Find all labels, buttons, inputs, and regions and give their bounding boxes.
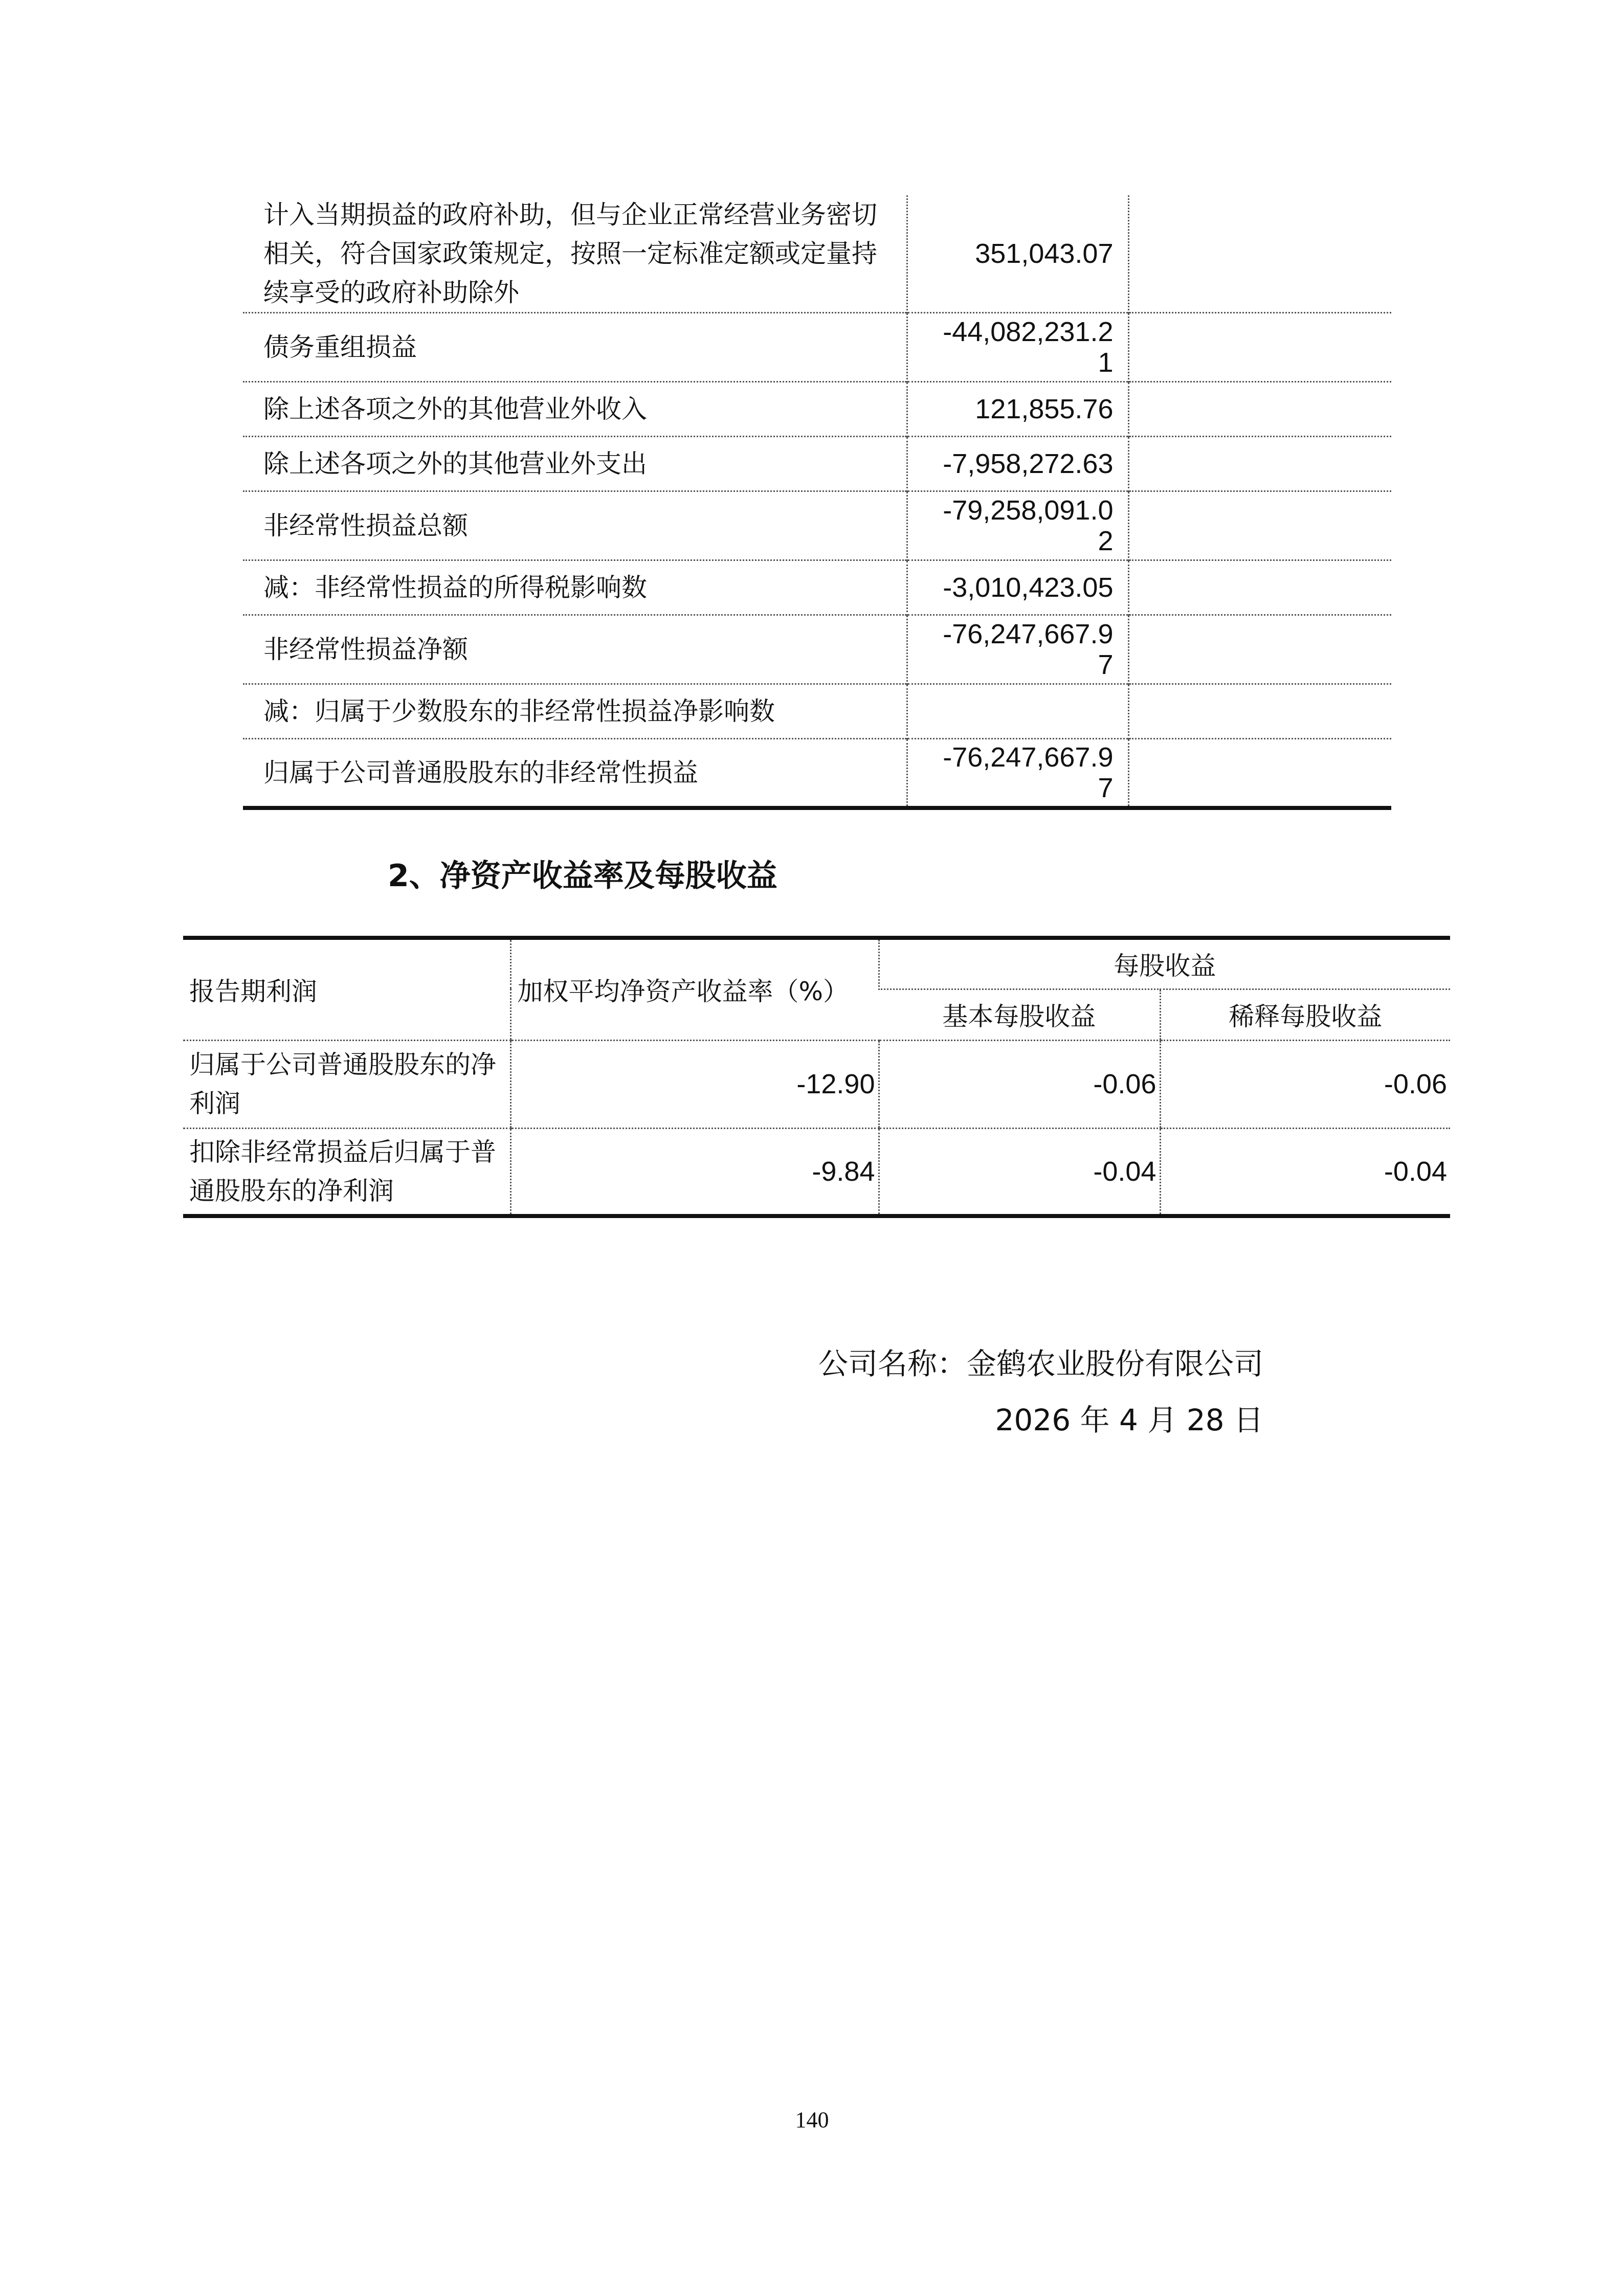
row-amount: 351,043.07 (907, 195, 1128, 313)
row-label: 除上述各项之外的其他营业外收入 (263, 394, 647, 424)
table-row (183, 1040, 1450, 1128)
row-amount: 121,855.76 (907, 382, 1128, 437)
roe-eps-table (183, 936, 1450, 1218)
row-amount (907, 684, 1128, 739)
row-label: 除上述各项之外的其他营业外支出 (263, 449, 647, 479)
report-date: 2026 年 4 月 28 日 (995, 1403, 1263, 1437)
row-amount: -76,247,667.97 (907, 739, 1128, 808)
row-label: 减：非经常性损益的所得税影响数 (263, 573, 647, 602)
row-basic-eps: -0.06 (879, 1040, 1160, 1128)
row-diluted-eps: -0.04 (1160, 1128, 1450, 1216)
row-amount: -3,010,423.05 (907, 560, 1128, 615)
row-label: 计入当期损益的政府补助，但与企业正常经营业务密切相关，符合国家政策规定，按照一定标准定额或定量持续享受的政府补助除外 (263, 200, 877, 307)
header-eps: 每股收益 (879, 938, 1450, 989)
row-amount: -7,958,272.63 (907, 437, 1128, 491)
non-recurring-gains-table (243, 195, 1391, 810)
table-row (243, 195, 1391, 313)
header-diluted-eps: 稀释每股收益 (1160, 989, 1450, 1040)
table-row (243, 313, 1391, 382)
row-diluted-eps: -0.06 (1160, 1040, 1450, 1128)
table-row (243, 684, 1391, 739)
row-basic-eps: -0.04 (879, 1128, 1160, 1216)
row-amount: -76,247,667.97 (907, 615, 1128, 684)
row-label: 减：归属于少数股东的非经常性损益净影响数 (263, 696, 775, 726)
row-label: 非经常性损益总额 (263, 511, 468, 541)
table-row (183, 1128, 1450, 1216)
table-row (243, 615, 1391, 684)
row-label: 扣除非经常损益后归属于普通股股东的净利润 (189, 1137, 496, 1206)
row-label: 债务重组损益 (263, 332, 417, 362)
row-amount: -44,082,231.21 (907, 313, 1128, 382)
header-basic-eps: 基本每股收益 (879, 989, 1160, 1040)
table-row (243, 382, 1391, 437)
header-roe: 加权平均净资产收益率（%） (510, 938, 879, 1040)
page-number: 140 (795, 2107, 829, 2132)
table-row (243, 739, 1391, 808)
table-row (243, 560, 1391, 615)
row-roe: -9.84 (510, 1128, 879, 1216)
header-profit: 报告期利润 (183, 938, 510, 1040)
table-row (243, 491, 1391, 560)
row-roe: -12.90 (510, 1040, 879, 1128)
section-heading: 2、净资产收益率及每股收益 (388, 858, 777, 894)
row-label: 归属于公司普通股股东的非经常性损益 (263, 757, 698, 787)
row-label: 非经常性损益净额 (263, 635, 468, 664)
table-row (243, 437, 1391, 491)
table-header-row (183, 938, 1450, 989)
row-label: 归属于公司普通股股东的净利润 (183, 1040, 510, 1128)
row-amount: -79,258,091.02 (907, 491, 1128, 560)
company-name: 公司名称：金鹤农业股份有限公司 (818, 1346, 1263, 1381)
